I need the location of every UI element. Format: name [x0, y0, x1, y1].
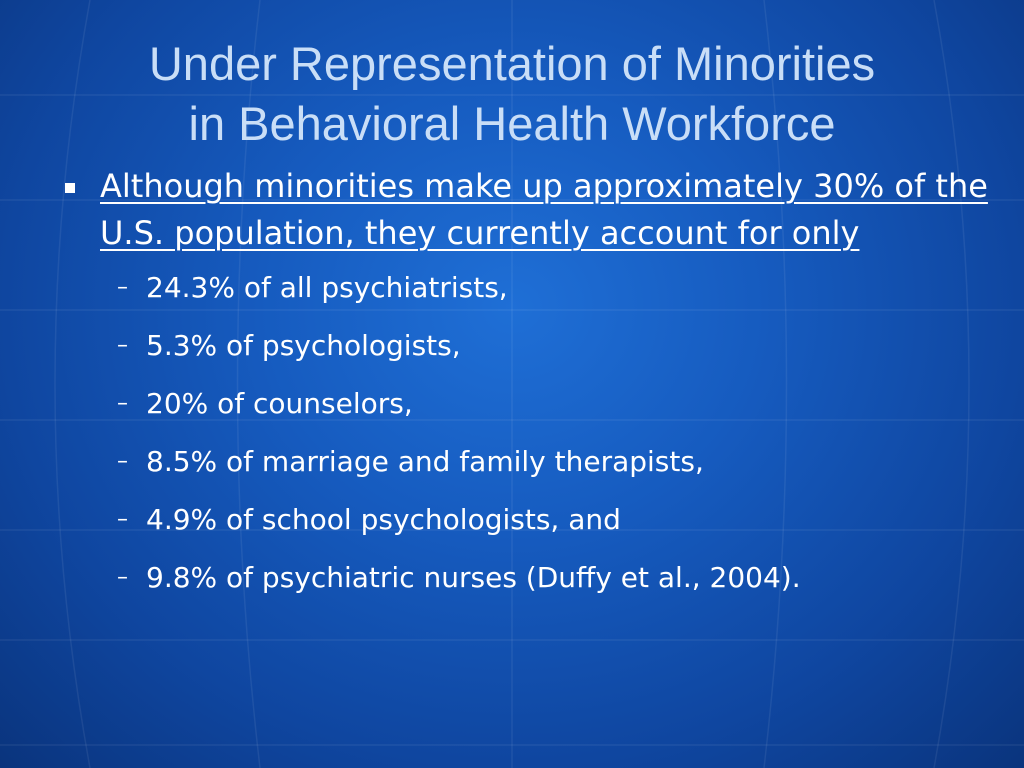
slide-title-line-1: Under Representation of Minorities: [148, 37, 876, 90]
sub-bullet-text: 5.3% of psychologists,: [146, 329, 461, 362]
sub-bullet-text: 8.5% of marriage and family therapists,: [146, 445, 704, 478]
sub-bullet-item: [60, 385, 990, 422]
main-bullet-item: [60, 163, 990, 257]
dash-bullet-icon: –: [117, 391, 128, 416]
sub-bullet-item: [60, 501, 990, 538]
dash-bullet-icon: –: [117, 449, 128, 474]
sub-bullet-item: [60, 559, 990, 596]
sub-bullet-text: 20% of counselors,: [146, 387, 413, 420]
dash-bullet-icon: –: [117, 565, 128, 590]
sub-bullet-text: 4.9% of school psychologists, and: [146, 503, 621, 536]
sub-bullet-text: 24.3% of all psychiatrists,: [146, 271, 508, 304]
sub-bullet-item: [60, 443, 990, 480]
sub-bullet-text: 9.8% of psychiatric nurses (Duffy et al., 2004).: [146, 561, 801, 594]
sub-bullet-list: [60, 269, 990, 596]
dash-bullet-icon: –: [117, 275, 128, 300]
dash-bullet-icon: –: [117, 333, 128, 358]
sub-bullet-item: [60, 269, 990, 306]
sub-bullet-item: [60, 327, 990, 364]
square-bullet-icon: [65, 183, 75, 193]
slide-body: [60, 163, 990, 617]
main-bullet-text: Although minorities make up approximately 30% of the U.S. population, they currently account for only: [100, 167, 988, 252]
slide-title: [40, 34, 984, 154]
slide-title-line-2: in Behavioral Health Workforce: [188, 97, 836, 150]
dash-bullet-icon: –: [117, 507, 128, 532]
